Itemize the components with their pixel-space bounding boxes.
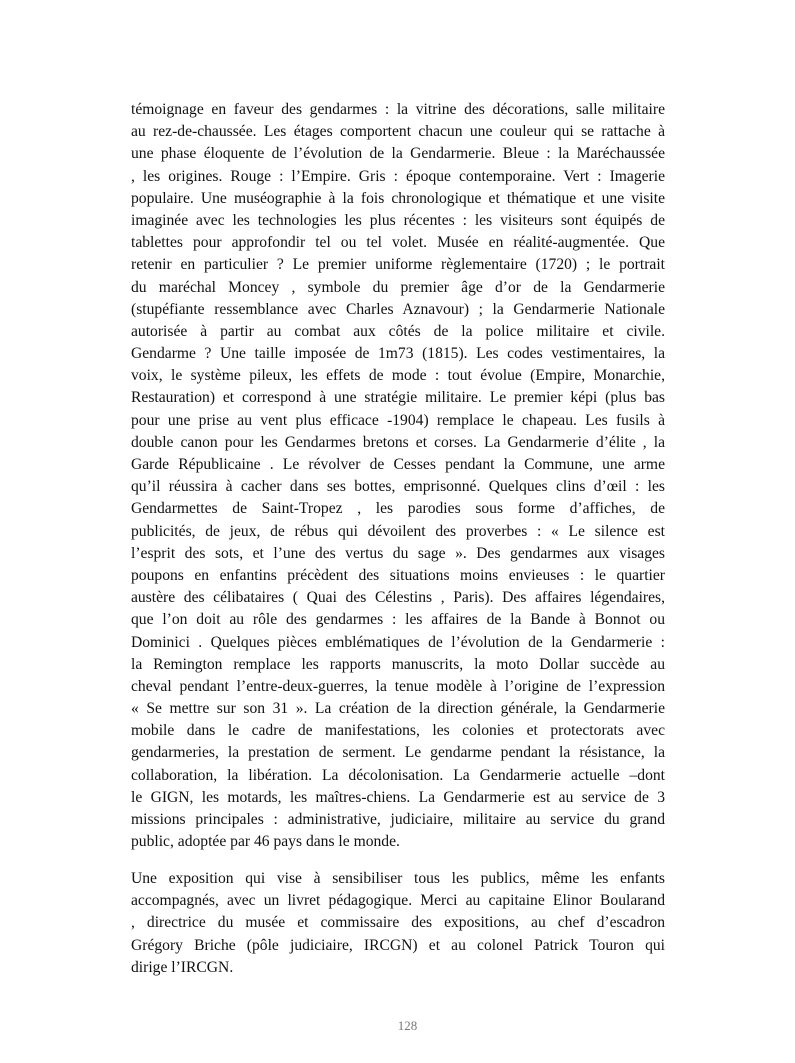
- text-line: le GIGN, les motards, les maîtres-chiens. La Gendarmerie est au service de 3: [131, 788, 665, 806]
- text-line: voix, le système pileux, les effets de mode : tout évolue (Empire, Monarchie,: [131, 367, 665, 385]
- text-line: , les origines. Rouge : l’Empire. Gris : époque contemporaine. Vert : Imagerie: [131, 167, 665, 185]
- text-line: pour une prise au vent plus efficace -1904) remplace le chapeau. Les fusils à: [131, 411, 665, 429]
- text-line: Dominici . Quelques pièces emblématiques de l’évolution de la Gendarmerie :: [131, 633, 665, 651]
- text-line: gendarmeries, la prestation de serment. Le gendarme pendant la résistance, la: [131, 744, 665, 762]
- text-line: , directrice du musée et commissaire des expositions, au chef d’escadron: [131, 914, 665, 932]
- text-line: Gendarmettes de Saint-Tropez , les parodies sous forme d’affiches, de: [131, 500, 665, 518]
- text-line: missions principales : administrative, judiciaire, militaire au service du grand: [131, 811, 665, 828]
- text-line: l’esprit des sots, et l’une des vertus du sage ». Des gendarmes aux visages: [131, 544, 665, 562]
- text-line: (stupéfiante ressemblance avec Charles Aznavour) ; la Gendarmerie Nationale: [131, 300, 665, 318]
- text-line: mobile dans le cadre de manifestations, les colonies et protectorats avec: [131, 722, 665, 740]
- text-line: une phase éloquente de l’évolution de la Gendarmerie. Bleue : la Maréchaussée: [131, 145, 665, 163]
- paragraph-museum-description: [131, 99, 665, 853]
- text-line: au rez-de-chaussée. Les étages comportent chacun une couleur qui se rattache à: [131, 123, 665, 141]
- text-line: dirige l’IRCGN.: [131, 958, 234, 976]
- text-line: Garde Républicaine . Le révolver de Cesses pendant la Commune, une arme: [131, 456, 665, 473]
- text-line: publicités, de jeux, de rébus qui dévoilent des proverbes : « Le silence est: [131, 522, 665, 540]
- text-line: la Remington remplace les rapports manuscrits, la moto Dollar succède au: [131, 655, 665, 673]
- text-line: témoignage en faveur des gendarmes : la vitrine des décorations, salle militaire: [131, 101, 665, 118]
- text-line: tablettes pour approfondir tel ou tel volet. Musée en réalité-augmentée. Que: [131, 234, 665, 252]
- text-line: populaire. Une muséographie à la fois chronologique et thématique et une visite: [131, 189, 665, 207]
- paragraph-acknowledgements: [131, 868, 665, 979]
- text-line: cheval pendant l’entre-deux-guerres, la tenue modèle à l’origine de l’expression: [131, 677, 665, 695]
- text-line: double canon pour les Gendarmes bretons et corses. La Gendarmerie d’élite , la: [131, 433, 665, 451]
- text-line: accompagnés, avec un livret pédagogique. Merci au capitaine Elinor Boularand: [131, 892, 665, 910]
- text-line: Grégory Briche (pôle judiciaire, IRCGN) et au colonel Patrick Touron qui: [131, 936, 665, 954]
- text-line: autorisée à partir au combat aux côtés de la police militaire et civile.: [131, 322, 665, 340]
- text-line: austère des célibataires ( Quai des Célestins , Paris). Des affaires légendaires,: [131, 589, 665, 607]
- text-line: « Se mettre sur son 31 ». La création de la direction générale, la Gendarmerie: [131, 700, 665, 718]
- text-line: Une exposition qui vise à sensibiliser tous les publics, même les enfants: [131, 870, 665, 887]
- text-line: du maréchal Moncey , symbole du premier âge d’or de la Gendarmerie: [131, 278, 665, 296]
- text-line: qu’il réussira à cacher dans ses bottes, emprisonné. Quelques clins d’œil : les: [131, 478, 665, 496]
- text-line: retenir en particulier ? Le premier uniforme règlementaire (1720) ; le portrait: [131, 256, 665, 274]
- text-line: Restauration) et correspond à une stratégie militaire. Le premier képi (plus bas: [131, 389, 665, 407]
- text-line: public, adoptée par 46 pays dans le monde.: [131, 833, 400, 851]
- text-line: poupons en enfantins précèdent des situations moins envieuses : le quartier: [131, 566, 665, 584]
- page-number: 128: [397, 1018, 418, 1033]
- text-line: imaginée avec les technologies les plus récentes : les visiteurs sont équipés de: [131, 211, 665, 229]
- text-line: collaboration, la libération. La décolonisation. La Gendarmerie actuelle –dont: [131, 766, 665, 784]
- text-line: Gendarme ? Une taille imposée de 1m73 (1815). Les codes vestimentaires, la: [131, 345, 665, 363]
- text-line: que l’on doit au rôle des gendarmes : les affaires de la Bande à Bonnot ou: [131, 611, 665, 629]
